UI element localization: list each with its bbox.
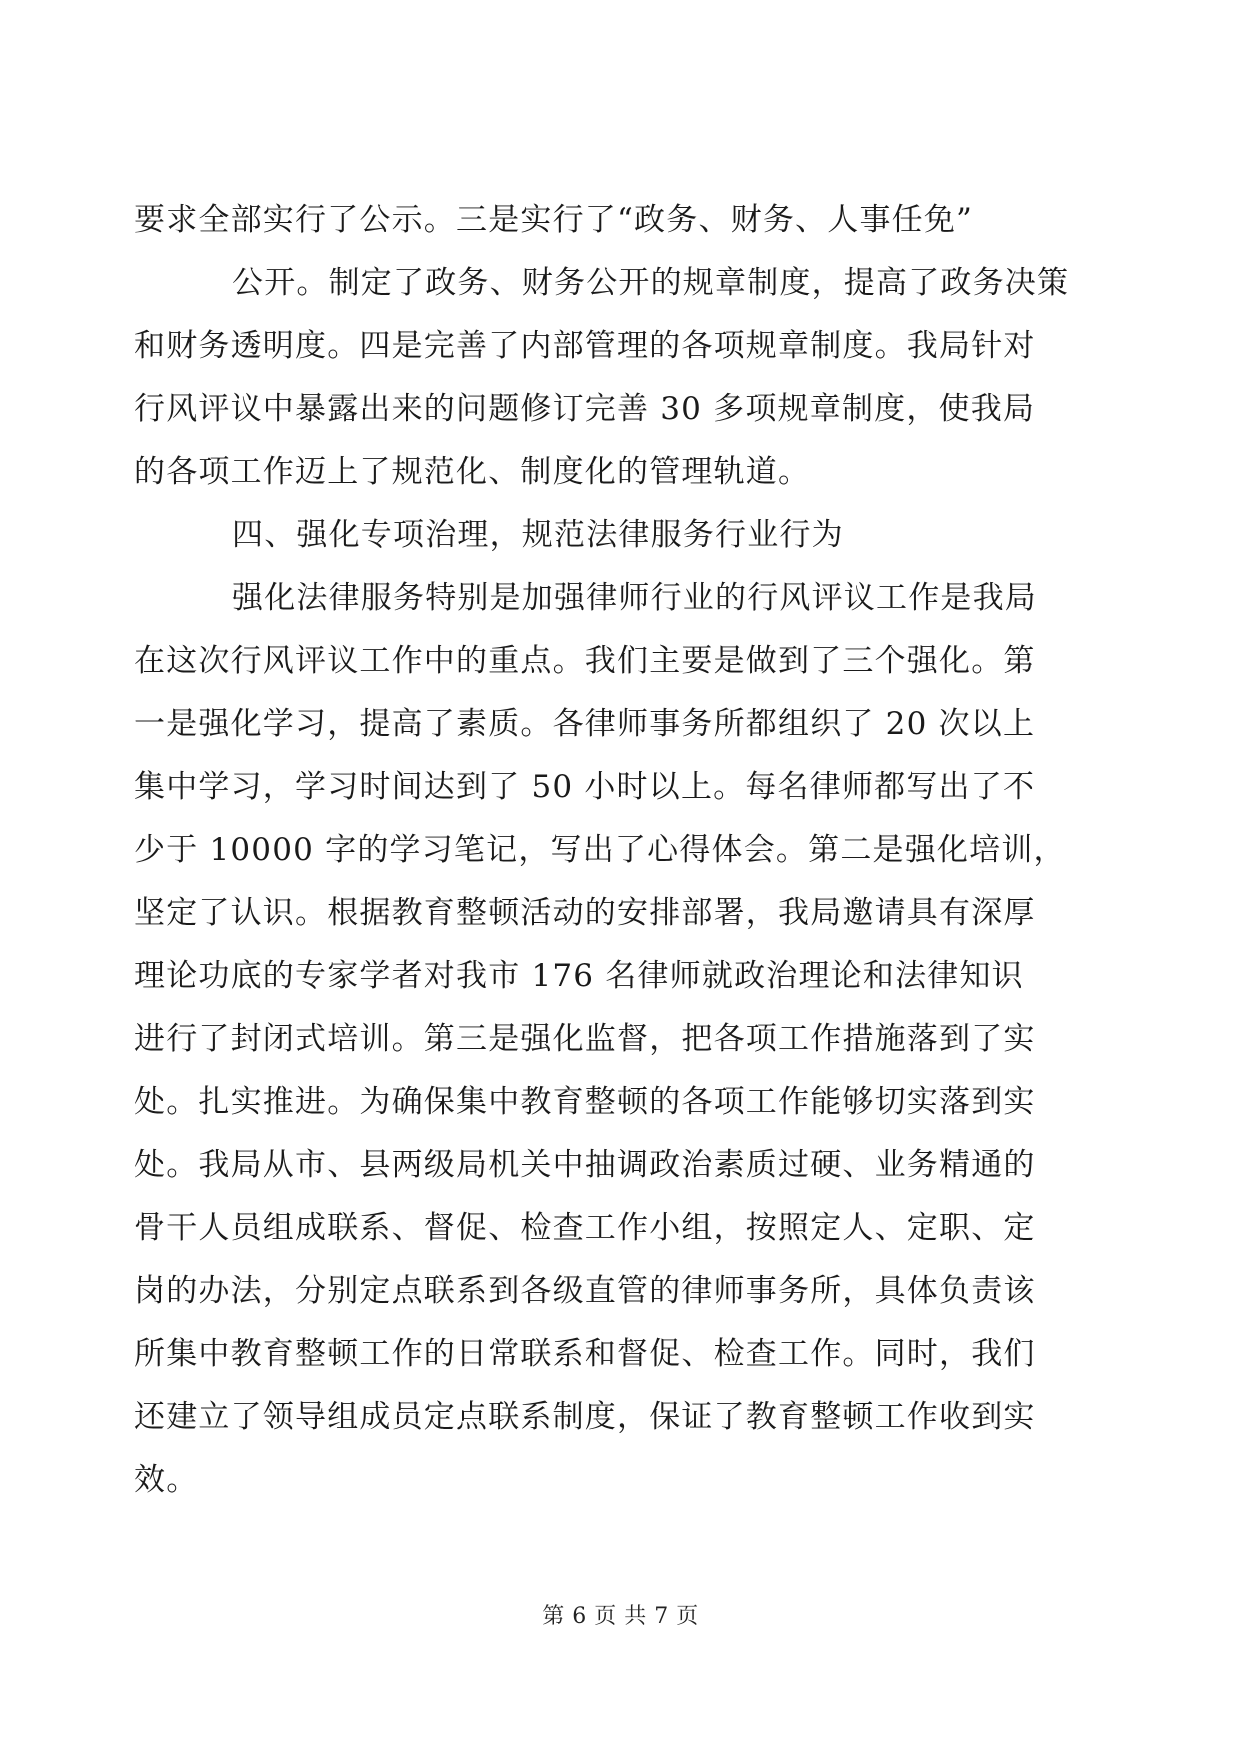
body-line: 还建立了领导组成员定点联系制度，保证了教育整顿工作收到实: [134, 1399, 1036, 1435]
body-line: 效。: [134, 1462, 199, 1498]
body-line: 公开。制定了政务、财务公开的规章制度，提高了政务决策: [232, 265, 1070, 301]
body-line: 理论功底的专家学者对我市 176 名律师就政治理论和法律知识: [134, 958, 1024, 994]
body-line: 强化法律服务特别是加强律师行业的行风评议工作是我局: [232, 580, 1037, 616]
body-line: 少于 10000 字的学习笔记，写出了心得体会。第二是强化培训，: [134, 832, 1066, 868]
body-line: 处。我局从市、县两级局机关中抽调政治素质过硬、业务精通的: [134, 1147, 1036, 1183]
body-line: 集中学习，学习时间达到了 50 小时以上。每名律师都写出了不: [134, 769, 1036, 805]
body-line: 所集中教育整顿工作的日常联系和督促、检查工作。同时，我们: [134, 1336, 1036, 1372]
body-line: 在这次行风评议工作中的重点。我们主要是做到了三个强化。第: [134, 643, 1036, 679]
body-line: 要求全部实行了公示。三是实行了“政务、财务、人事任免”: [134, 202, 974, 238]
body-line: 的各项工作迈上了规范化、制度化的管理轨道。: [134, 454, 811, 490]
body-line: 和财务透明度。四是完善了内部管理的各项规章制度。我局针对: [134, 328, 1036, 364]
body-line: 行风评议中暴露出来的问题修订完善 30 多项规章制度，使我局: [134, 391, 1036, 427]
body-line: 岗的办法，分别定点联系到各级直管的律师事务所，具体负责该: [134, 1273, 1036, 1309]
body-line: 处。扎实推进。为确保集中教育整顿的各项工作能够切实落到实: [134, 1084, 1036, 1120]
page-number-footer: 第 6 页 共 7 页: [542, 1604, 699, 1629]
section-heading: 四、强化专项治理，规范法律服务行业行为: [232, 517, 844, 553]
body-line: 一是强化学习，提高了素质。各律师事务所都组织了 20 次以上: [134, 706, 1036, 742]
body-line: 骨干人员组成联系、督促、检查工作小组，按照定人、定职、定: [134, 1210, 1036, 1246]
body-line: 进行了封闭式培训。第三是强化监督，把各项工作措施落到了实: [134, 1021, 1036, 1057]
body-line: 坚定了认识。根据教育整顿活动的安排部署，我局邀请具有深厚: [134, 895, 1036, 931]
